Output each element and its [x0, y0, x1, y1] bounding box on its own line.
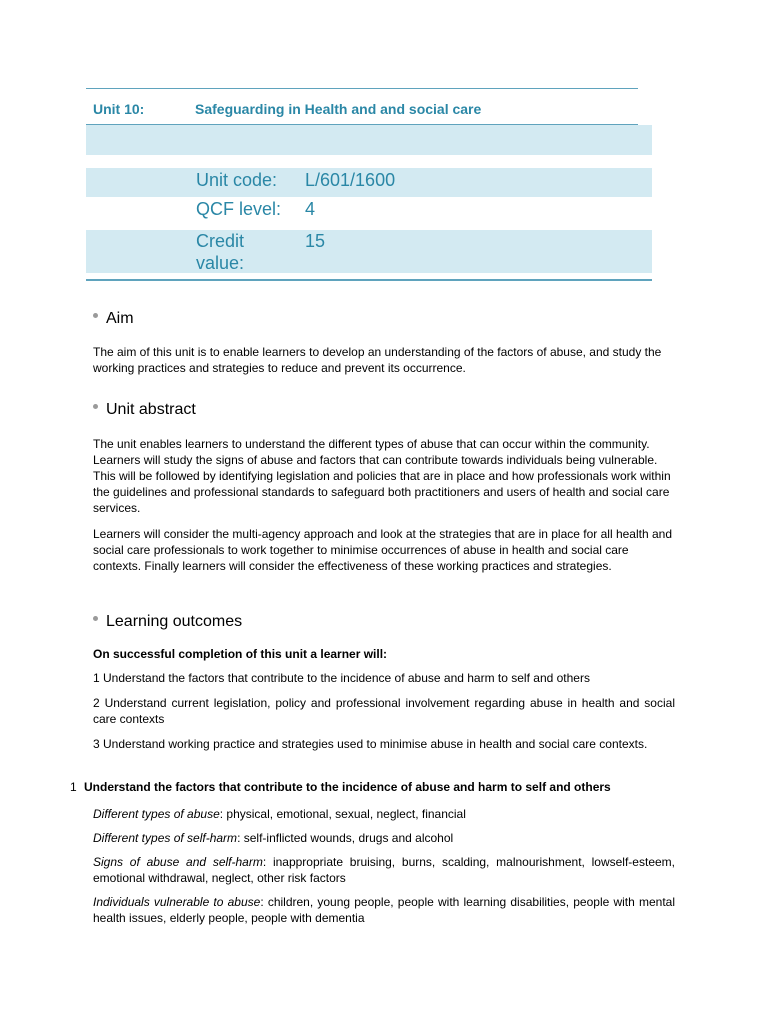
qcf-value: 4 — [305, 199, 316, 219]
outcomes-intro: On successful completion of this unit a learner will: — [93, 647, 388, 661]
aim-heading — [93, 310, 134, 328]
content-row-vulnerable — [93, 894, 675, 926]
credit-label-line2: value: — [196, 253, 245, 273]
definition: : physical, emotional, sexual, neglect, financial — [219, 807, 466, 821]
abstract-paragraph-1: The unit enables learners to understand the different types of abuse that can occur within the community. Learners will study the signs of abuse and factors that can contribute towards individuals being vulnerable. This will be followed by identifying legislation and policies that are in place and how professionals work within the guidelines and professional standards to safeguard both practitioners and users of health and social care services. — [93, 437, 671, 515]
abstract-paragraph-2: Learners will consider the multi-agency approach and look at the strategies that are in place for all health and social care professionals to work together to minimise occurrences of abuse in health and social care contexts. Finally learners will consider the effectiveness of these working practices and strategies. — [93, 527, 673, 573]
unit-code-value: L/601/1600 — [305, 170, 396, 190]
bullet-icon — [93, 313, 98, 318]
content-row-signs — [93, 854, 675, 886]
header-top-rule — [86, 88, 638, 89]
abstract-heading — [93, 401, 196, 419]
term: Individuals vulnerable to abuse — [93, 895, 261, 909]
qcf-label: QCF level: — [196, 199, 282, 219]
definition: : children, young people, people with learning disabilities, people with mental health issues, elderly people, people with dementia — [93, 895, 675, 925]
credit-label-line1: Credit — [196, 231, 245, 251]
unit-code-label: Unit code: — [196, 170, 278, 190]
unit-title: Safeguarding in Health and and social care — [195, 101, 482, 117]
outcome-item-1: 1 Understand the factors that contribute to the incidence of abuse and harm to self and others — [93, 671, 590, 685]
content-row-abuse-types — [93, 806, 675, 822]
aim-heading-text: Aim — [106, 310, 134, 327]
section-title: Understand the factors that contribute to the incidence of abuse and harm to self and others — [84, 780, 611, 794]
term: Different types of self-harm — [93, 831, 238, 845]
outcomes-heading-text: Learning outcomes — [106, 613, 243, 630]
abstract-heading-text: Unit abstract — [106, 401, 196, 418]
section-number: 1 — [70, 780, 77, 794]
bullet-icon — [93, 404, 98, 409]
unit-label: Unit 10: — [93, 101, 145, 117]
bullet-icon — [93, 616, 98, 621]
term: Different types of abuse — [93, 807, 220, 821]
outcome-item-3: 3 Understand working practice and strategies used to minimise abuse in health and social care contexts. — [93, 737, 648, 751]
outcomes-heading — [93, 613, 242, 631]
credit-band — [86, 230, 652, 273]
definition: : inappropriate bruising, burns, scalding, malnourishment, lowself-esteem, emotional withdrawal, neglect, other risk factors — [93, 855, 675, 885]
header-bottom-rule — [86, 279, 652, 281]
credit-value: 15 — [305, 231, 326, 251]
outcome-item-2: 2 Understand current legislation, policy and professional involvement regarding abuse in health and social care contexts — [93, 696, 675, 726]
blank-band — [86, 125, 652, 155]
definition: : self-inflicted wounds, drugs and alcohol — [237, 831, 454, 845]
term: Signs of abuse and self-harm — [93, 855, 263, 869]
content-row-self-harm-types — [93, 830, 675, 846]
aim-text: The aim of this unit is to enable learners to develop an understanding of the factors of abuse, and study the working practices and strategies to reduce and prevent its occurrence. — [93, 345, 662, 375]
